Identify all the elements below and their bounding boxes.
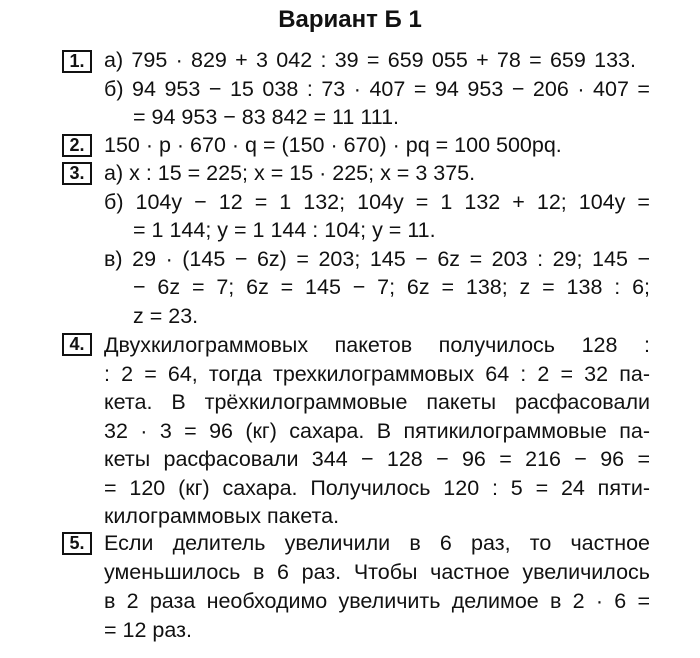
solution-line: а) 795 · 829 + 3 042 : 39 = 659 055 + 78 = 659 133. bbox=[104, 48, 636, 72]
solution-line: б) 94 953 − 15 038 : 73 · 407 = 94 953 − 206 · 407 = bbox=[104, 77, 650, 101]
solution-line: килограммовых пакета. bbox=[104, 504, 340, 528]
solution-line: кеты расфасовали 344 − 128 − 96 = 216 − 96 = bbox=[104, 447, 650, 471]
solution-line: = 120 (кг) сахара. Получилось 120 : 5 = 24 пяти- bbox=[104, 476, 650, 500]
solution-line: б) 104y − 12 = 1 132; 104y = 1 132 + 12; 104y = bbox=[104, 190, 650, 214]
solution-line: : 2 = 64, тогда трехкилограммовых 64 : 2 = 32 па- bbox=[104, 362, 650, 386]
solution-line: в 2 раза необходимо увеличить делимое в 2 · 6 = bbox=[104, 589, 650, 613]
solution-line: 150 · p · 670 · q = (150 · 670) · pq = 100 500pq. bbox=[104, 133, 562, 157]
solution-line: Двухкилограммовых пакетов получилось 128 : bbox=[104, 333, 650, 357]
solution-line: = 94 953 − 83 842 = 11 111. bbox=[133, 105, 399, 129]
solution-line: 32 · 3 = 96 (кг) сахара. В пятикилограммовые па- bbox=[104, 419, 650, 443]
solution-line: в) 29 · (145 − 6z) = 203; 145 − 6z = 203 : 29; 145 − bbox=[104, 247, 650, 271]
task-number-4: 4. bbox=[62, 333, 92, 356]
task-number-5: 5. bbox=[62, 532, 92, 555]
page-title: Вариант Б 1 bbox=[278, 6, 422, 33]
task-number-1: 1. bbox=[62, 50, 92, 73]
solution-line: а) x : 15 = 225; x = 15 · 225; x = 3 375. bbox=[104, 161, 476, 185]
solution-line: z = 23. bbox=[133, 304, 199, 328]
solution-line: уменьшилось в 6 раз. Чтобы частное увеличилось bbox=[104, 560, 650, 584]
task-number-3: 3. bbox=[62, 162, 92, 185]
solution-line: кета. В трёхкилограммовые пакеты расфасовали bbox=[104, 390, 650, 414]
solution-line: Если делитель увеличили в 6 раз, то частное bbox=[104, 531, 650, 555]
solution-line: = 1 144; y = 1 144 : 104; y = 11. bbox=[133, 218, 436, 242]
solution-line: = 12 раз. bbox=[104, 618, 192, 642]
solution-line: − 6z = 7; 6z = 145 − 7; 6z = 138; z = 138 : 6; bbox=[133, 275, 650, 299]
task-number-2: 2. bbox=[62, 134, 92, 157]
